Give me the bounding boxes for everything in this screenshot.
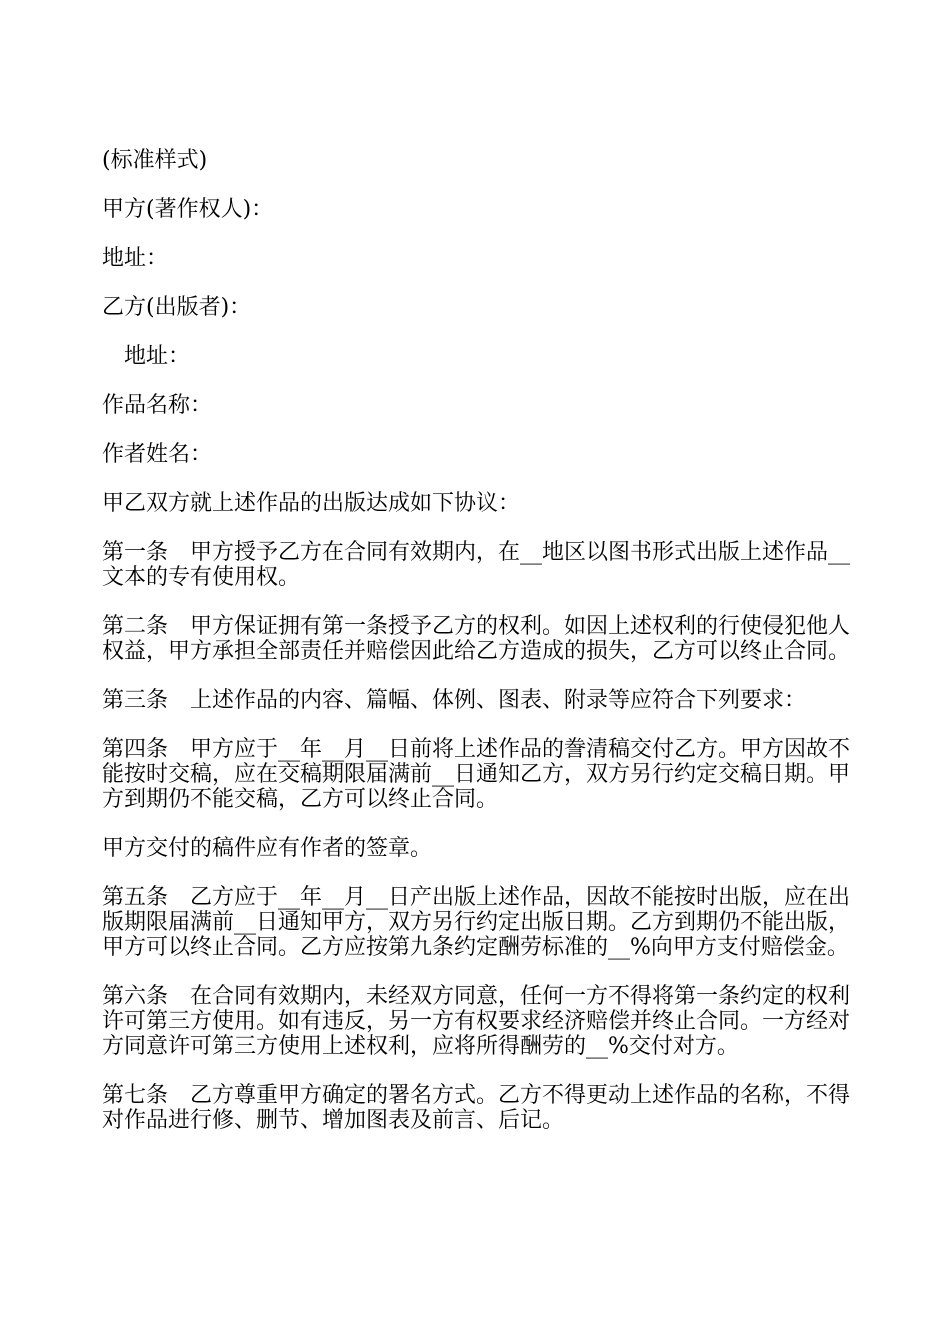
article-5: 第五条 乙方应于__年__月__日产出版上述作品，因故不能按时出版，应在出版期限届满前__日通知甲方，双方另行约定出版日期。乙方到期仍不能出版，甲方可以终止合同。乙方应按第九条约定酬劳标准的__%向甲方支付赔偿金。 xyxy=(102,885,851,960)
article-1: 第一条 甲方授予乙方在合同有效期内，在__地区以图书形式出版上述作品__文本的专有使用权。 xyxy=(102,540,851,590)
standard-format-label: (标准样式) xyxy=(102,148,208,173)
article-4: 第四条 甲方应于__年__月__日前将上述作品的誊清稿交付乙方。甲方因故不能按时交稿，应在交稿期限届满前__日通知乙方，双方另行约定交稿日期。甲方到期仍不能交稿，乙方可以终止合同。 xyxy=(102,737,851,812)
party-b-address-field: 地址： xyxy=(124,344,191,369)
author-name-field: 作者姓名： xyxy=(102,442,213,467)
manuscript-signature-note: 甲方交付的稿件应有作者的签章。 xyxy=(102,836,433,861)
article-6: 第六条 在合同有效期内，未经双方同意，任何一方不得将第一条约定的权利许可第三方使用。如有违反，另一方有权要求经济赔偿并终止合同。一方经对方同意许可第三方使用上述权利，应将所得酬劳的__%交付对方。 xyxy=(102,984,851,1059)
article-2: 第二条 甲方保证拥有第一条授予乙方的权利。如因上述权利的行使侵犯他人权益，甲方承担全部责任并赔偿因此给乙方造成的损失，乙方可以终止合同。 xyxy=(102,614,851,664)
party-a-field: 甲方(著作权人)： xyxy=(102,197,274,222)
article-3: 第三条 上述作品的内容、篇幅、体例、图表、附录等应符合下列要求： xyxy=(102,688,807,713)
work-title-field: 作品名称： xyxy=(102,393,213,418)
contract-body xyxy=(102,148,854,1157)
party-b-field: 乙方(出版者)： xyxy=(102,295,252,320)
article-7: 第七条 乙方尊重甲方确定的署名方式。乙方不得更动上述作品的名称，不得对作品进行修、删节、增加图表及前言、后记。 xyxy=(102,1083,851,1133)
agreement-intro: 甲乙双方就上述作品的出版达成如下协议： xyxy=(102,491,521,516)
party-a-address-field: 地址： xyxy=(102,246,169,271)
